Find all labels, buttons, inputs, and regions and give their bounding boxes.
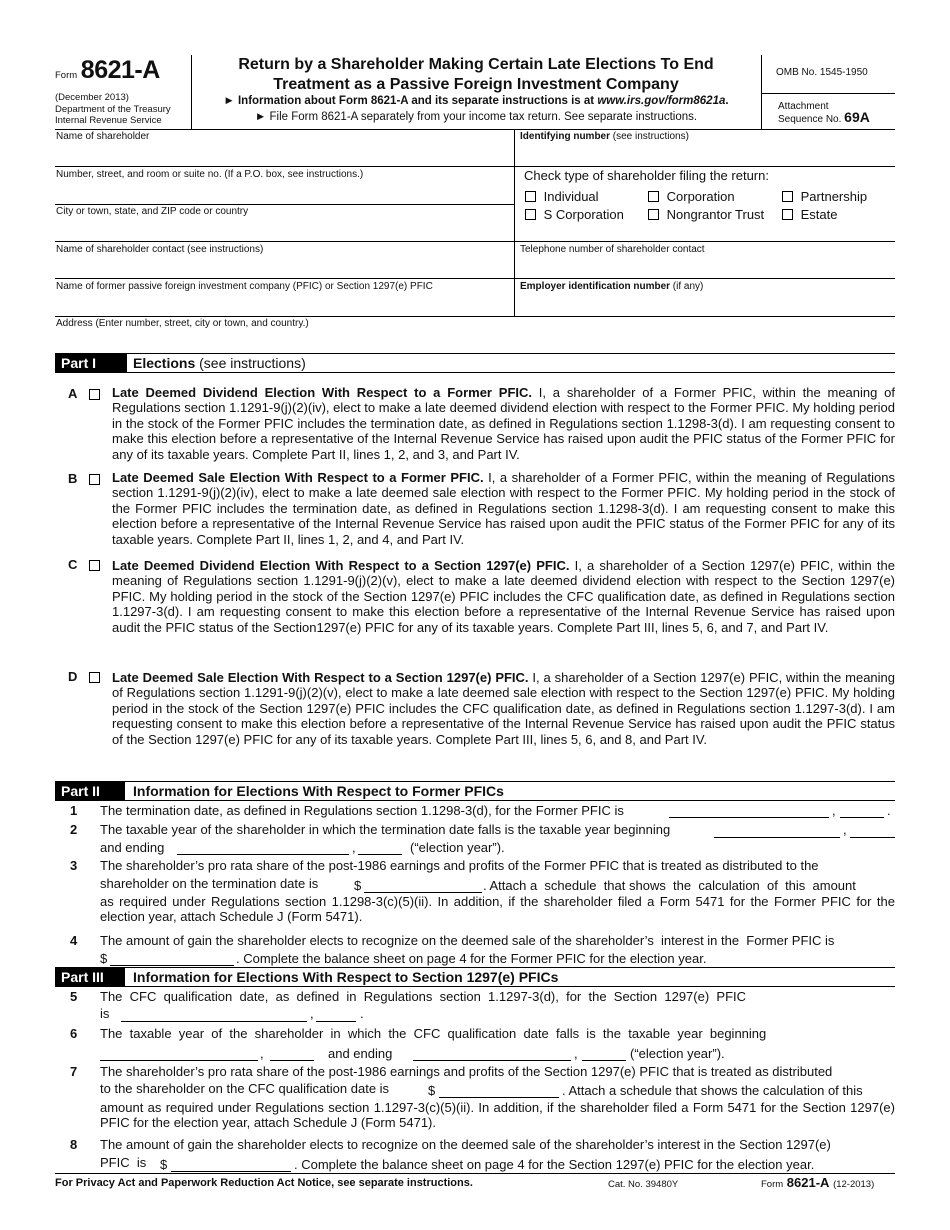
omb-divider (761, 93, 895, 94)
termination-year-field[interactable] (840, 804, 884, 818)
comma: , (832, 803, 836, 818)
form-number-block (55, 56, 160, 85)
line-4-text-a: The amount of gain the shareholder elects to recognize on the deemed sale of the shareholder’s interest in the Former PFIC is (100, 933, 835, 948)
form-title-line1: Return by a Shareholder Making Certain Late Elections To End (238, 56, 714, 73)
shareholder-type-corporation[interactable]: Corporation (648, 189, 735, 204)
election-b-text: Late Deemed Sale Election With Respect to a Former PFIC. I, a shareholder of a Former PFIC, within the meaning of Regulations section 1.1291-9(j)(2)(iv), elect to make a late deemed sale election with respect to the Former PFIC. My holding period in the stock of the Former PFIC includes the termination date, as defined in Regulations section 1.1298-3(d). I am requesting consent to make this election before a representative of the Internal Revenue Service has raised upon audit the PFIC status of the Former PFIC for any of its taxable years. Complete Part II, lines 1, 2, and 4, and Part IV. (112, 470, 895, 547)
line-1-number: 1 (70, 803, 78, 818)
phone-field[interactable] (518, 257, 893, 277)
line-5-is: is (100, 1006, 110, 1021)
check-type-label: Check type of shareholder filing the return: (524, 168, 769, 183)
checkbox[interactable] (782, 191, 793, 202)
tax-year-ending-field[interactable] (177, 841, 349, 855)
line-3-text-d: as required under Regulations section 1.1298-3(c)(5)(ii). In addition, if the shareholder filed a Form 5471 for the Former PFIC for the election year, attach Schedule J (Form 5471). (100, 894, 895, 925)
period: . (887, 803, 891, 818)
form-title-line2: Treatment as a Passive Foreign Investment Company (273, 76, 679, 93)
shareholder-type-s-corporation[interactable]: S Corporation (525, 207, 624, 222)
city-label: City or town, state, and ZIP code or country (56, 206, 249, 217)
cfc-tax-year-beginning-field[interactable] (100, 1047, 258, 1061)
info-grid-divider (514, 129, 515, 317)
ein-field[interactable] (518, 294, 893, 315)
line-7-text-b: to the shareholder on the CFC qualification date is (100, 1081, 390, 1096)
election-a-letter: A (68, 386, 78, 401)
line-5-text-a: The CFC qualification date, as defined in Regulations section 1.1297-3(d), for the Section 1297(e) PFIC (100, 989, 747, 1004)
pfic-name-label: Name of former passive foreign investment company (PFIC) or Section 1297(e) PFIC (56, 281, 433, 292)
comma: , (574, 1046, 578, 1061)
checkbox[interactable] (525, 191, 536, 202)
footer-form-id: Form 8621-A (12-2013) (761, 1175, 875, 1190)
line-8-pfic-is: PFIC is (100, 1155, 147, 1170)
line-3-number: 3 (70, 858, 78, 873)
identifying-number-field[interactable] (518, 143, 893, 165)
tax-year-ending-year-field[interactable] (358, 841, 402, 855)
sequence-label: Sequence No. (778, 114, 842, 125)
comma: , (843, 822, 847, 837)
election-a-checkbox[interactable] (89, 389, 100, 400)
file-separately-line: ► File Form 8621-A separately from your income tax return. See separate instructions. (254, 111, 698, 123)
line-2-text: The taxable year of the shareholder in which the termination date falls is the taxable year beginning (100, 822, 671, 837)
election-b-letter: B (68, 471, 78, 486)
department-line: Department of the Treasury (55, 104, 171, 115)
line-3-text-a: The shareholder’s pro rata share of the post-1986 earnings and profits of the Former PFIC that is treated as distributed to the (100, 858, 819, 873)
line-3-text-c: . Attach a schedule that shows the calculation of this amount (483, 878, 856, 893)
pfic-name-field[interactable] (56, 294, 511, 315)
line-4-number: 4 (70, 933, 78, 948)
sequence-number: 69A (844, 109, 870, 125)
line-8-text-c: . Complete the balance sheet on page 4 for the Section 1297(e) PFIC for the election year. (294, 1157, 815, 1172)
election-c-letter: C (68, 557, 78, 572)
street-field[interactable] (56, 182, 511, 203)
shareholder-type-estate[interactable]: Estate (782, 207, 837, 222)
line-2-election-year: (“election year”). (410, 840, 505, 855)
dollar-sign: $ (428, 1083, 436, 1098)
pro-rata-share-amount-field[interactable] (364, 879, 482, 893)
line-6-election-year: (“election year”). (630, 1046, 725, 1061)
line-7-text-a: The shareholder’s pro rata share of the post-1986 earnings and profits of the Section 1297(e) PFIC that is treated as distributed (100, 1064, 833, 1079)
shareholder-name-field[interactable] (56, 143, 511, 165)
line-4-text-b: . Complete the balance sheet on page 4 for the Former PFIC for the election year. (236, 951, 707, 966)
line-1-text: The termination date, as defined in Regulations section 1.1298-3(d), for the Former PFIC is (100, 803, 624, 818)
checkbox[interactable] (782, 209, 793, 220)
election-d-text: Late Deemed Sale Election With Respect to a Section 1297(e) PFIC. I, a shareholder of a Section 1297(e) PFIC, within the meaning of Regulations section 1.1291-9(j)(2)(v), elect to make a late deemed sale election with respect to the Section 1297(e) PFIC. My holding period in the stock of the Section 1297(e) PFIC includes the CFC qualification date, as defined in Regulations section 1.1297-3(d). I am requesting consent to make this election before a representative of the Internal Revenue Service has raised upon audit the PFIC status of the Section 1297(e) PFIC for any of its taxable years. Complete Part III, lines 5, 6, and 8, and Part IV. (112, 670, 895, 747)
election-a-text: Late Deemed Dividend Election With Respect to a Former PFIC. I, a shareholder of a Former PFIC, within the meaning of Regulations section 1.1291-9(j)(2)(iv), elect to make a late deemed dividend election with respect to the Former PFIC. My holding period in the stock of the Former PFIC includes the termination date, as defined in Regulations section 1.1298-3(d). I am requesting consent to make this election before a representative of the Internal Revenue Service has raised upon audit the PFIC status of the Former PFIC for any of its taxable years. Complete Part II, lines 1, 2, and 3, and Part IV. (112, 385, 895, 462)
shareholder-type-partnership[interactable]: Partnership (782, 189, 867, 204)
header-bottom-rule (55, 129, 895, 130)
part1-title: Elections (see instructions) (133, 355, 306, 371)
city-field[interactable] (56, 219, 511, 240)
line-6-number: 6 (70, 1026, 78, 1041)
line-2-and-ending: and ending (100, 840, 165, 855)
line-8-number: 8 (70, 1137, 78, 1152)
form-number: 8621-A (80, 56, 160, 84)
info-line (191, 95, 761, 107)
identifying-number-label: Identifying number (see instructions) (520, 131, 689, 142)
comma: , (310, 1006, 314, 1021)
part2-label: Part II (55, 782, 125, 800)
gain-amount-field[interactable] (110, 952, 234, 966)
election-b-checkbox[interactable] (89, 474, 100, 485)
info-prefix: ► Information about Form 8621-A and its separate instructions is at (223, 95, 598, 107)
footer-rule (55, 1173, 895, 1174)
header-divider-right (761, 55, 762, 129)
cfc-pro-rata-share-field[interactable] (439, 1084, 559, 1098)
info-suffix: . (725, 95, 729, 107)
comma: , (260, 1046, 264, 1061)
street-label: Number, street, and room or suite no. (If a P.O. box, see instructions.) (56, 169, 364, 180)
dollar-sign: $ (160, 1157, 168, 1172)
shareholder-type-nongrantor-trust[interactable]: Nongrantor Trust (648, 207, 764, 222)
form-word: Form (55, 70, 78, 81)
attachment-label: Attachment (778, 101, 829, 112)
omb-number: OMB No. 1545-1950 (776, 67, 868, 78)
line-7-text-d: amount as required under Regulations section 1.1297-3(c)(5)(ii). In addition, if the shareholder filed a Form 5471 for the Section 1297(e) PFIC for the election year, attach Schedule J (Form 5471). (100, 1100, 895, 1131)
line-6-and-ending: and ending (328, 1046, 393, 1061)
checkbox[interactable] (648, 209, 659, 220)
form-date: (December 2013) (55, 92, 129, 103)
checkbox[interactable] (648, 191, 659, 202)
part1-label: Part I (55, 354, 127, 372)
cfc-qualification-year-field[interactable] (316, 1008, 356, 1022)
comma: , (352, 840, 356, 855)
line-2-number: 2 (70, 822, 78, 837)
termination-date-field[interactable] (669, 804, 829, 818)
irs-url-link[interactable]: www.irs.gov/form8621a (597, 95, 726, 107)
part3-label: Part III (55, 968, 125, 986)
cfc-tax-year-ending-year-field[interactable] (582, 1047, 626, 1061)
cfc-gain-amount-field[interactable] (171, 1158, 291, 1172)
phone-label: Telephone number of shareholder contact (520, 244, 705, 255)
line-6-text-a: The taxable year of the shareholder in which the CFC qualification date falls is the taxable year beginning (100, 1026, 767, 1041)
part2-title: Information for Elections With Respect to Former PFICs (133, 783, 504, 799)
election-d-checkbox[interactable] (89, 672, 100, 683)
shareholder-name-label: Name of shareholder (56, 131, 150, 142)
tax-year-beginning-year-field[interactable] (850, 824, 895, 838)
line-5-number: 5 (70, 989, 78, 1004)
cfc-qualification-date-field[interactable] (121, 1008, 307, 1022)
line-3-text-b: shareholder on the termination date is (100, 876, 319, 891)
cfc-tax-year-beginning-year-field[interactable] (270, 1047, 314, 1061)
sequence-line (778, 109, 870, 125)
election-d-letter: D (68, 669, 78, 684)
contact-field[interactable] (56, 257, 511, 277)
tax-year-beginning-field[interactable] (714, 824, 840, 838)
election-c-text: Late Deemed Dividend Election With Respect to a Section 1297(e) PFIC. I, a shareholder of a Section 1297(e) PFIC, within the meaning of Regulations section 1.1291-9(j)(2)(v), elect to make a late deemed dividend election with respect to the Section 1297(e) PFIC. My holding period in the stock of the Section 1297(e) PFIC includes the CFC qualification date, as defined in Regulations section 1.1297-3(d). I am requesting consent to make this election before a representative of the Internal Revenue Service has raised upon audit the PFIC status of the Section1297(e) PFIC for any of its taxable years. Complete Part III, lines 5, 6, and 7, and Part IV. (112, 558, 895, 635)
address-label: Address (Enter number, street, city or town, and country.) (56, 318, 309, 329)
shareholder-type-individual[interactable]: Individual (525, 189, 599, 204)
line-8-text-a: The amount of gain the shareholder elects to recognize on the deemed sale of the shareholder’s interest in the Section 1297(e) (100, 1137, 831, 1152)
agency-line: Internal Revenue Service (55, 115, 162, 126)
address-field[interactable] (56, 331, 893, 351)
checkbox[interactable] (525, 209, 536, 220)
line-7-text-c: . Attach a schedule that shows the calculation of this (562, 1083, 863, 1098)
part3-title: Information for Elections With Respect to Section 1297(e) PFICs (133, 969, 559, 985)
ein-label: Employer identification number (if any) (520, 281, 704, 292)
line-7-number: 7 (70, 1064, 78, 1079)
election-c-checkbox[interactable] (89, 560, 100, 571)
contact-label: Name of shareholder contact (see instructions) (56, 244, 264, 255)
catalog-number: Cat. No. 39480Y (608, 1179, 679, 1190)
dollar-sign: $ (100, 951, 108, 966)
dollar-sign: $ (354, 878, 362, 893)
cfc-tax-year-ending-field[interactable] (413, 1047, 571, 1061)
period: . (360, 1006, 364, 1021)
privacy-notice: For Privacy Act and Paperwork Reduction Act Notice, see separate instructions. (55, 1177, 473, 1189)
